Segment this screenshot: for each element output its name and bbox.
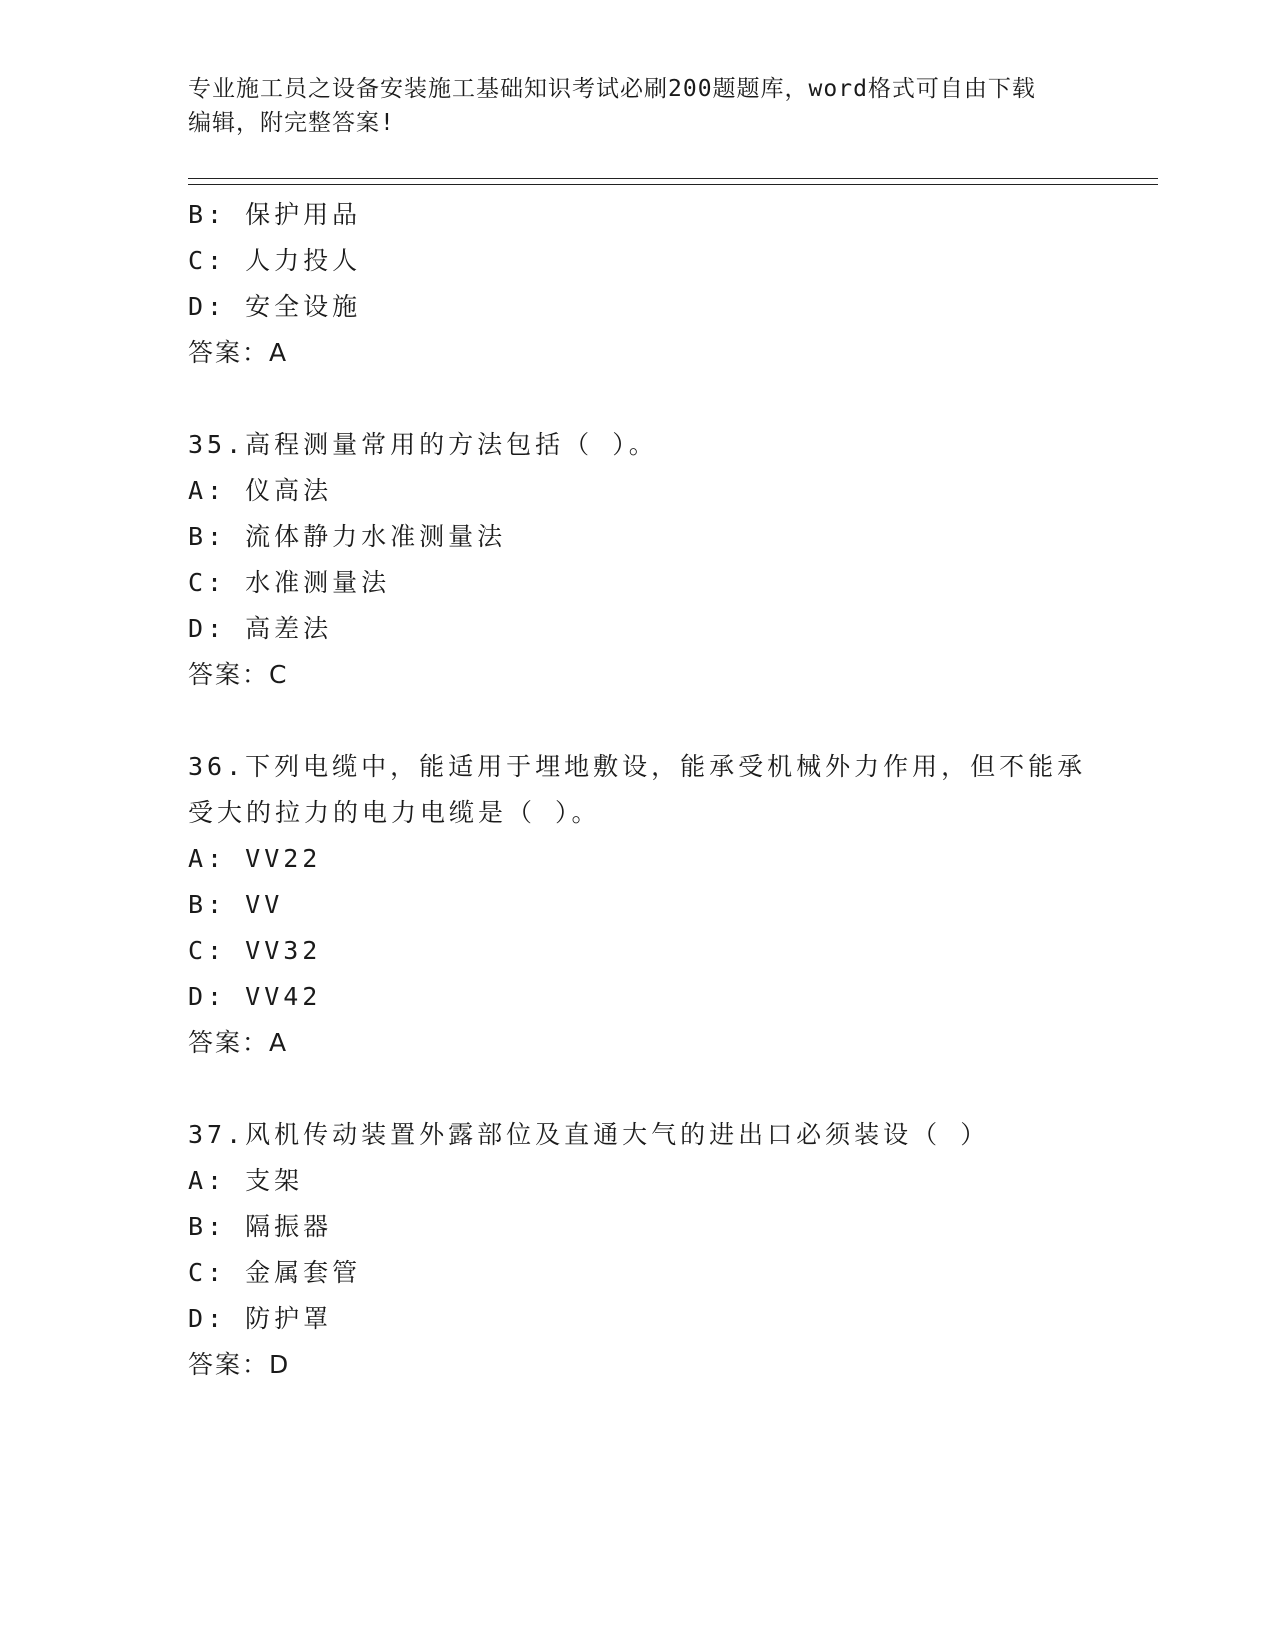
option-c: C: 人力投人 bbox=[188, 246, 362, 275]
option-b: B: 隔振器 bbox=[188, 1212, 333, 1241]
question-35 bbox=[188, 422, 1088, 698]
question-36 bbox=[188, 744, 1088, 1066]
question-text: 37.风机传动装置外露部位及直通大气的进出口必须装设（ ） bbox=[188, 1120, 990, 1149]
option-b: B: VV bbox=[188, 890, 284, 919]
document-header bbox=[188, 72, 1068, 140]
option-b: B: 保护用品 bbox=[188, 200, 362, 229]
option-a: A: VV22 bbox=[188, 844, 322, 873]
question-37 bbox=[188, 1112, 1088, 1388]
option-d: D: 防护罩 bbox=[188, 1304, 333, 1333]
spacer bbox=[188, 376, 1088, 422]
header-double-rule bbox=[188, 178, 1158, 185]
option-a: A: 仪高法 bbox=[188, 476, 333, 505]
answer-line: 答案：A bbox=[188, 1028, 289, 1057]
answer-line: 答案：C bbox=[188, 660, 289, 689]
question-text-line-1: 36.下列电缆中，能适用于埋地敷设，能承受机械外力作用，但不能承 bbox=[188, 752, 1087, 781]
option-c: C: 金属套管 bbox=[188, 1258, 362, 1287]
question-list bbox=[188, 192, 1088, 1388]
option-d: D: 安全设施 bbox=[188, 292, 362, 321]
option-d: D: 高差法 bbox=[188, 614, 333, 643]
header-title-line-2: 编辑，附完整答案! bbox=[188, 110, 395, 136]
answer-line: 答案：A bbox=[188, 338, 289, 367]
question-34-tail bbox=[188, 192, 1088, 376]
option-d: D: VV42 bbox=[188, 982, 322, 1011]
spacer bbox=[188, 1066, 1088, 1112]
question-text: 35.高程测量常用的方法包括（ ）。 bbox=[188, 430, 658, 459]
option-a: A: 支架 bbox=[188, 1166, 304, 1195]
option-c: C: 水准测量法 bbox=[188, 568, 391, 597]
header-title-line-1: 专业施工员之设备安装施工基础知识考试必刷200题题库，word格式可自由下载 bbox=[188, 76, 1036, 102]
answer-line: 答案：D bbox=[188, 1350, 291, 1379]
option-c: C: VV32 bbox=[188, 936, 322, 965]
option-b: B: 流体静力水准测量法 bbox=[188, 522, 507, 551]
question-text-line-2: 受大的拉力的电力电缆是（ ）。 bbox=[188, 798, 601, 827]
spacer bbox=[188, 698, 1088, 744]
